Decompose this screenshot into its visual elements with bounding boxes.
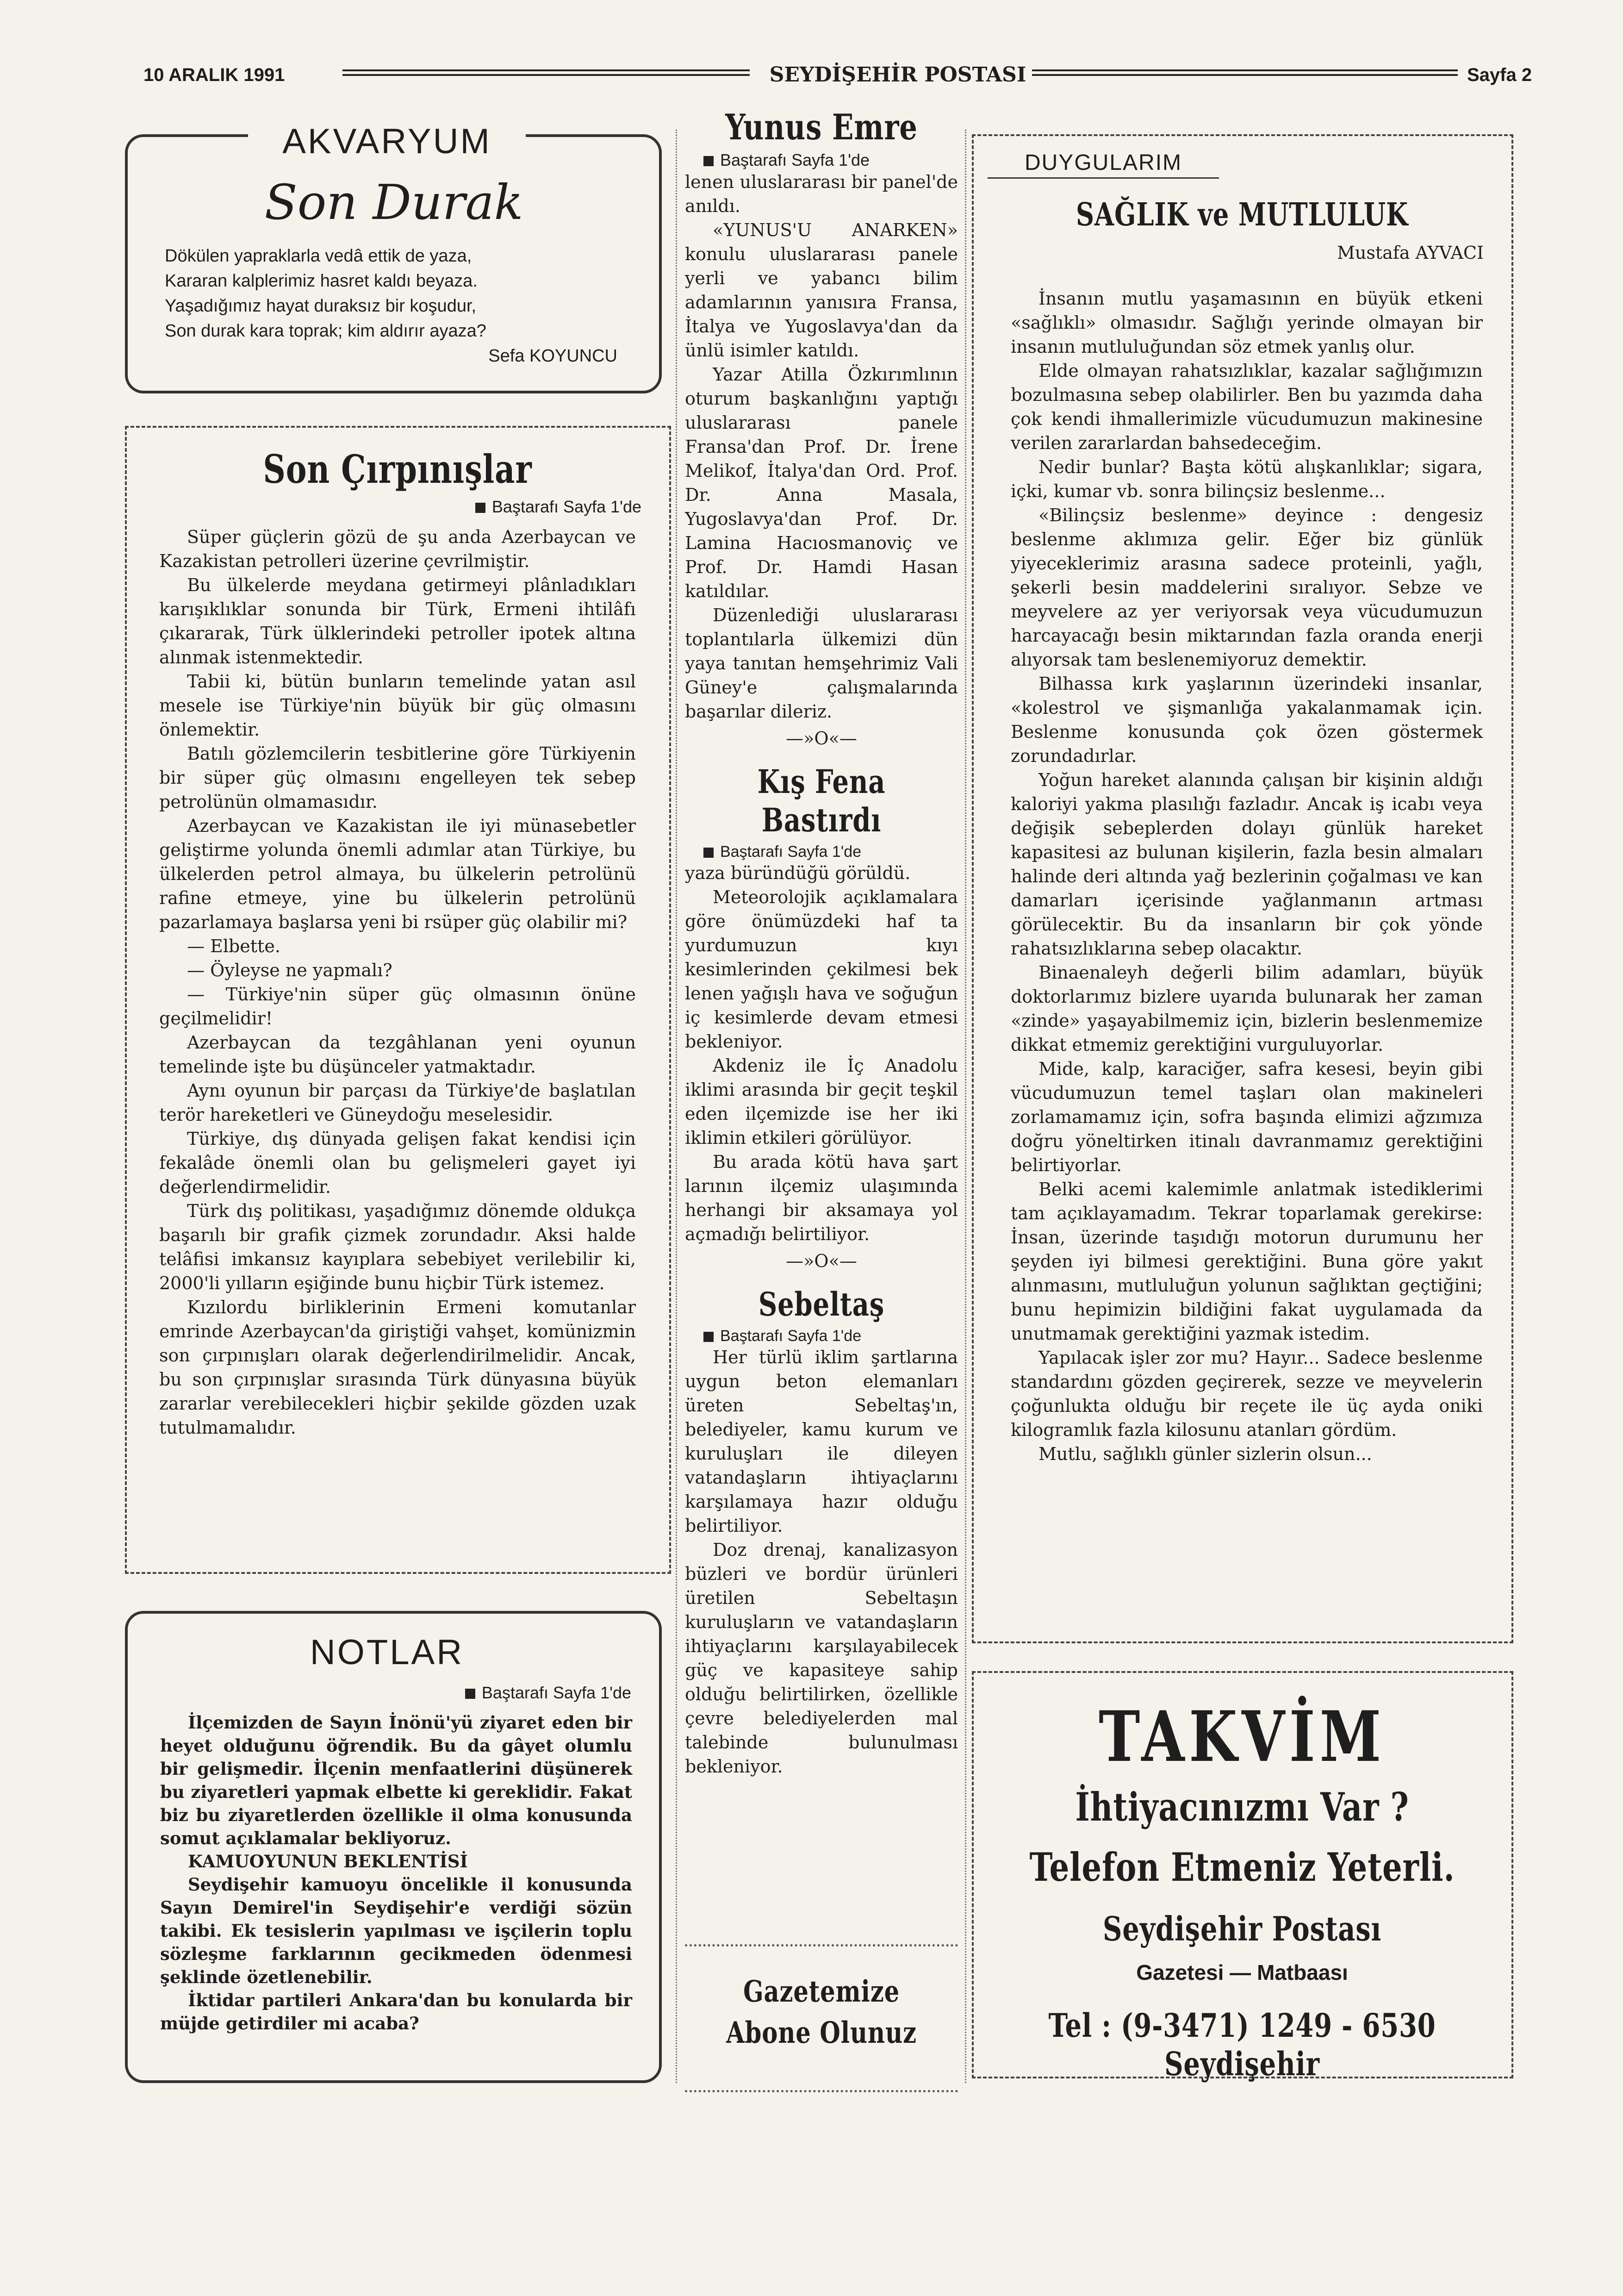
bullet-square-icon — [703, 1332, 714, 1342]
paragraph: lenen uluslararası bir panel'de anıldı. — [685, 172, 958, 216]
notlar-title: NOTLAR — [310, 1633, 464, 1672]
header-paper-name: SEYDİŞEHİR POSTASI — [769, 63, 1026, 87]
paragraph: Aynı oyunun bir parçası da Türkiye'de başlatılan terör hareketleri ve Güneydoğu meselesidir. — [159, 1080, 636, 1125]
cirpinislar-box — [125, 426, 671, 1574]
paragraph: Bu ülkelerde meydana getirmeyi plânladıkları karışıklıklar sonunda bir Türk, Ermeni ihtilâfı çıkararak, Türk ülklerindeki petroller ipotek altına alınmak istenmektedir. — [159, 575, 636, 668]
poem-lines — [165, 243, 628, 343]
paragraph: yaza büründüğü görüldü. — [685, 863, 911, 883]
paragraph: Binaenaleyh değerli bilim adamları, büyük doktorlarımız bizlere uyarıda bulunarak her zaman «zinde» yaşayabilmemiz için, bizlerin beslenmemize dikkat etmemiz gerektiğini vurguluyorlar. — [1011, 962, 1483, 1055]
paragraph: Süper güçlerin gözü de şu anda Azerbaycan ve Kazakistan petrolleri üzerine çevrilmiştir. — [159, 527, 636, 571]
takvim-title: TAKVİM — [1099, 1696, 1386, 1778]
paragraph: Bu arada kötü hava şart larının ilçemiz ulaşımında herhangi bir aksamaya yol açmadığı belirtiliyor. — [685, 1152, 958, 1244]
abone-line-2: Abone Olunuz — [726, 2015, 917, 2050]
paragraph: Türkiye, dış dünyada gelişen fakat kendisi için fekalâde önemli olan bu gelişmeleri gayet iyi değerlendirmelidir. — [159, 1129, 636, 1197]
duygularim-body — [1011, 287, 1483, 1466]
paragraph: Mide, kalp, karaciğer, safra kesesi, beyin gibi vücudumuzun temel taşları olan makineleri zorlamamamız için, sofra başında elimizi ağzımıza doğru yöneltirken itinalı davranmamız gerektiğini belirtiyorlar. — [1011, 1059, 1483, 1175]
takvim-ad-box — [972, 1671, 1513, 2083]
middle-column — [685, 106, 958, 1778]
duygularim-box — [972, 134, 1513, 1643]
paragraph: Meteorolojik açıklamalara göre önümüzdeki haf ta yurdumuzun kıyı kesimlerinden çekilmesi bek lenen yağışlı hava ve soğuğun iç kesimlerde devam etmesi bekleniyor. — [685, 887, 958, 1052]
bullet-square-icon — [703, 848, 714, 858]
section-separator: —»O«— — [786, 1251, 857, 1271]
paragraph: Akdeniz ile İç Anadolu iklimi arasında bir geçit teşkil eden ilçemizde ise her iki iklimin etkileri görülüyor. — [685, 1055, 958, 1148]
kis-ref-text: Baştarafı Sayfa 1'de — [720, 843, 862, 861]
header-page-number: Sayfa 2 — [1467, 65, 1532, 85]
sebeltas-ref — [685, 1327, 958, 1345]
poem-title: Son Durak — [264, 174, 523, 231]
header-date: 10 ARALIK 1991 — [143, 65, 285, 85]
poem-line: Yaşadığımız hayat duraksız bir koşudur, — [165, 296, 477, 316]
paragraph: — Elbette. — [187, 936, 280, 956]
notlar-body — [160, 1711, 632, 2035]
bullet-square-icon — [703, 156, 714, 166]
yunus-ref — [685, 150, 958, 170]
sebeltas-headline: Sebeltaş — [758, 1285, 885, 1323]
paragraph: Düzenlediği uluslararası toplantılarla ülkemizi dün yaya tanıtan hemşehrimiz Vali Güney'e çalışmalarında başarılar dileriz. — [685, 605, 958, 722]
akvaryum-title: AKVARYUM — [248, 121, 526, 168]
yunus-headline: Yunus Emre — [725, 106, 918, 148]
paragraph: Bilhassa kırk yaşlarının üzerindeki insanlar, «kolestrol ve şişmanlığa yakalanmamak için. Beslenme konusunda çok özen göstermek zorundadırlar. — [1011, 674, 1483, 766]
paragraph: «YUNUS'U ANARKEN» konulu uluslararası panele yerli ve yabancı bilim adamlarının yanısıra Fransa, İtalya ve Yugoslavya'dan da ünlü isimler katıldı. — [685, 220, 958, 361]
poem-line: Son durak kara toprak; kim aldırır ayaza? — [165, 321, 486, 341]
paragraph: İlçemizden de Sayın İnönü'yü ziyaret eden bir heyet olduğunu öğrendik. Bu da gâyet olumlu bir gelişmedir. İlçenin menfaatlerini düşünerek bu ziyaretleri yapmak elbette ki gereklidir. Fakat biz bu ziyaretlerden özellikle il olma konusunda somut açıklamalar bekliyoruz. — [160, 1712, 632, 1848]
column-divider — [676, 130, 677, 2083]
paragraph: Mutlu, sağlıklı günler sizlerin olsun... — [1038, 1444, 1372, 1464]
abone-line-1: Gazetemize — [743, 1974, 900, 2009]
header-rule-left — [342, 69, 750, 76]
duygularim-author: Mustafa AYVACI — [1337, 243, 1484, 263]
duygularim-headline: SAĞLIK ve MUTLULUK — [1076, 196, 1409, 233]
paragraph: İktidar partileri Ankara'dan bu konularda bir müjde getirdiler mi acaba? — [160, 1990, 632, 2034]
takvim-sub: Gazetesi — Matbaası — [1136, 1960, 1348, 1984]
cirpinislar-ref-text: Baştarafı Sayfa 1'de — [491, 497, 641, 516]
paragraph: Yazar Atilla Özkırımlının oturum başkanlığını yaptığı uluslararası panele Fransa'dan Prof. Dr. İrene Melikof, İtalya'dan Ord. Prof. Dr. Anna Masala, Yugoslavya'dan Prof. Dr. Lamina Hacıosmanoviç ve Prof. Dr. Hamdi Hasan katıldılar. — [685, 364, 958, 601]
bullet-square-icon — [465, 1689, 475, 1699]
notlar-ref-text: Baştarafı Sayfa 1'de — [481, 1683, 631, 1702]
cirpinislar-headline: Son Çırpınışlar — [263, 446, 532, 492]
paragraph: Azerbaycan ve Kazakistan ile iyi münasebetler geliştirme yolunda önemli adımlar atan Türkiye, bu ülkelerden petrol almaya, bu ülkelerin petrolünü rafine etmeye, yine bu ülkelerin petrolünü pazarlamaya başlarsa yeni bi rsüper güç olabilir mi? — [159, 816, 636, 932]
paragraph: Elde olmayan rahatsızlıklar, kazalar sağlığımızın bozulmasına sebep olabilirler. Ben bu yazımda daha çok kendi ihmallerimizle vücudumuzun makinesine verilen zararlardan bahsedeceğim. — [1011, 361, 1483, 453]
kis-headline: Kış Fena Bastırdı — [757, 762, 886, 839]
cirpinislar-body — [159, 525, 636, 1440]
yunus-ref-text: Baştarafı Sayfa 1'de — [720, 150, 870, 169]
paragraph: Yoğun hareket alanında çalışan bir kişinin aldığı kaloriyi yakma plasılığı fazladır. Ancak iş icabı veya değişik sebeplerden dolayı günlük hareket kapasitesi az bulunan kişilerin, fazla besin almaları halinde deri altında yağ bezlerinin çoğalması ve kan damarları içerisinde yağlanmanın artması görülecektir. Bu da insanların bir çok yönde rahatsızlıklarına sebep olacaktır. — [1011, 770, 1483, 959]
paragraph: Doz drenaj, kanalizasyon büzleri ve bordür ürünleri üretilen Sebeltaşın kuruluşların ve vatandaşların ihtiyaçlarını karşılayabilecek güç ve kapasiteye sahip olduğu belirtilirken, özellikle çevre belediyelerden mal talebinde bulunulması bekleniyor. — [685, 1540, 958, 1777]
paragraph: Türk dış politikası, yaşadığımız dönemde oldukça başarılı bir grafik çizmek zorundadır. Aksi halde telâfisi imkansız kayıplara sebebiyet verilebilir ki, 2000'li yılların eşiğinde bunu hiçbir Türk istemez. — [159, 1201, 636, 1293]
poem-author: Sefa KOYUNCU — [488, 346, 617, 366]
bullet-square-icon — [475, 503, 485, 513]
paragraph: İnsanın mutlu yaşamasının en büyük etkeni «sağlıklı» olmasıdır. Sağlığı yerinde olmayan bir insanın mutluluğundan söz etmek yanlış olur. — [1011, 288, 1483, 357]
paragraph: Kızılordu birliklerinin Ermeni komutanlar emrinde Azerbaycan'da giriştiği vahşet, komünizmin son çırpınışları olarak değerlendirilmelidir. Ancak, bu son çırpınışlar sırasında Türk dünyasına büyük zararlar verebilecekleri hiçbir şekilde gözden uzak tutulmamalıdır. — [159, 1297, 636, 1438]
column-divider — [965, 130, 966, 2083]
poem-line: Kararan kalplerimiz hasret kaldı beyaza. — [165, 271, 478, 291]
kis-ref — [685, 843, 958, 861]
paragraph: Tabii ki, bütün bunların temelinde yatan asıl mesele ise Türkiye'nin büyük bir güç olmasını önlemektir. — [159, 671, 636, 740]
takvim-phone: Tel : (9-3471) 1249 - 6530 Seydişehir — [1048, 2006, 1436, 2083]
paragraph: — Öyleyse ne yapmalı? — [187, 960, 392, 980]
paragraph: Belki acemi kalemimle anlatmak istediklerimi tam açıklayamadım. Tekrar toparlamak gerekirse: İnsan, üzerinde taşıdığı motorun durumunu her şeyden iyi bilmesi gerektiğini. Buna göre yakıt alınmasını, mutluluğun yolunun sağlıktan geçtiğini; bunu hepimizin bildiğini fakat uygulamada da unutmamak gerektiğini yazmak istedim. — [1011, 1179, 1483, 1344]
takvim-line-1: İhtiyacınızmı Var ? — [1075, 1784, 1409, 1830]
notlar-subhead: KAMUOYUNUN BEKLENTİSİ — [188, 1851, 468, 1872]
header-rule-right — [1032, 69, 1458, 76]
notlar-box — [125, 1611, 662, 2083]
cirpinislar-ref — [475, 497, 641, 517]
paragraph: Seydişehir kamuoyu öncelikle il konusunda Sayın Demirel'in Seydişehir'e verdiği sözün takibi. Ek tesislerin yapılması ve işçilerin toplu sözleşme farklarının gecikmeden ödenmesi şeklinde özetlenebilir. — [160, 1874, 632, 1987]
paragraph: Yapılacak işler zor mu? Hayır... Sadece beslenme standardını gözden geçirerek, sezze ve meyvelerin çoğunlukta olduğu bir reçete ile üç ayda oniki kilogramlık fazla kilosunu atanları gördüm. — [1011, 1348, 1483, 1440]
duygularim-title: DUYGULARIM — [988, 150, 1219, 179]
notlar-ref — [465, 1683, 631, 1703]
paragraph: Batılı gözlemcilerin tesbitlerine göre Türkiyenin bir süper güç olmasını engelleyen tek sebep petrolünün olmamasıdır. — [159, 743, 636, 812]
akvaryum-box — [125, 122, 662, 393]
sebeltas-ref-text: Baştarafı Sayfa 1'de — [720, 1327, 862, 1345]
takvim-brand: Seydişehir Postası — [1102, 1909, 1382, 1948]
paragraph: Azerbaycan da tezgâhlanan yeni oyunun temelinde işte bu düşünceler yatmaktadır. — [159, 1032, 636, 1077]
poem-line: Dökülen yapraklarla vedâ ettik de yaza, — [165, 246, 472, 266]
takvim-line-2: Telefon Etmeniz Yeterli. — [1029, 1844, 1455, 1890]
abone-box — [685, 1944, 958, 2092]
paragraph: Nedir bunlar? Başta kötü alışkanlıklar; sigara, içki, kumar vb. sonra bilinçsiz beslenme... — [1011, 457, 1483, 501]
paragraph: — Türkiye'nin süper güç olmasının önüne geçilmelidir! — [159, 984, 636, 1029]
paragraph: Her türlü iklim şartlarına uygun beton elemanları üreten Sebeltaş'ın, belediyeler, kamu kurum ve kuruluşları ile dileyen vatandaşların ihtiyaçlarını karşılamaya hazır olduğu belirtiliyor. — [685, 1347, 958, 1536]
section-separator: —»O«— — [786, 728, 857, 749]
paragraph: «Bilinçsiz beslenme» deyince : dengesiz beslenme aklımıza gelir. Eğer biz günlük yiyeceklerimiz arasına sadece proteinli, yağlı, şekerli besin maddelerini sıralıyor. Sebze ve meyvelere az yer veriyorsak veya vücudumuzun harcayacağı besin miktarından fazla oranda enerji alıyorsak tam beslenemiyoruz demektir. — [1011, 505, 1483, 670]
